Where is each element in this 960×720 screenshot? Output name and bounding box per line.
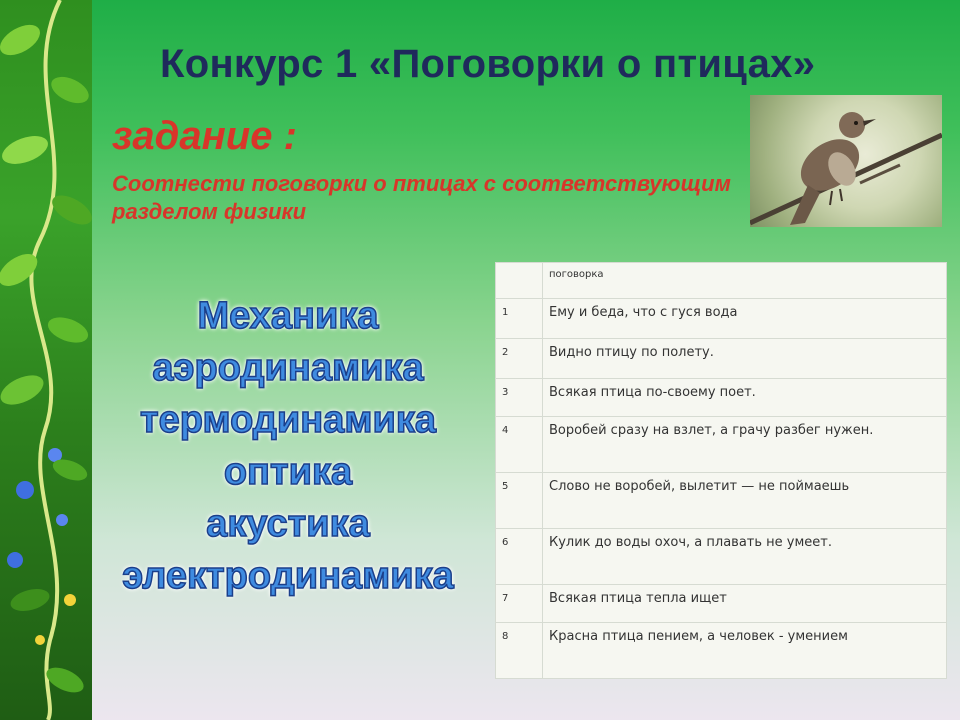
row-number: 1	[496, 299, 543, 339]
table-row	[496, 585, 947, 623]
bird-on-branch-photo-icon	[750, 95, 942, 227]
row-proverb: Слово не воробей, вылетит — не поймаешь	[543, 473, 947, 529]
table-row	[496, 529, 947, 585]
topic-electrodynamics: электродинамика	[122, 555, 454, 597]
row-number: 6	[496, 529, 543, 585]
row-proverb: Видно птицу по полету.	[543, 339, 947, 379]
row-proverb: Кулик до воды охоч, а плавать не умеет.	[543, 529, 947, 585]
slide-title: Конкурс 1 «Поговорки о птицах»	[160, 42, 816, 86]
row-number: 7	[496, 585, 543, 623]
foliage-decor-icon	[0, 0, 92, 720]
row-number: 5	[496, 473, 543, 529]
task-heading: задание :	[112, 114, 297, 158]
row-number: 3	[496, 379, 543, 417]
bird-photo	[750, 95, 942, 227]
topic-aerodynamics: аэродинамика	[152, 347, 424, 389]
topic-acoustics: акустика	[206, 503, 370, 545]
table-header-row	[496, 263, 947, 299]
row-number: 8	[496, 623, 543, 679]
table-header-num	[496, 263, 543, 299]
row-proverb: Красна птица пением, а человек - умением	[543, 623, 947, 679]
row-proverb: Ему и беда, что с гуся вода	[543, 299, 947, 339]
row-proverb: Всякая птица по-своему поет.	[543, 379, 947, 417]
table-row	[496, 299, 947, 339]
topic-thermodynamics: термодинамика	[140, 399, 436, 441]
task-text: Соотнести поговорки о птицах с соответствующим разделом физики	[112, 171, 731, 224]
table-row	[496, 623, 947, 679]
foliage-border	[0, 0, 92, 720]
physics-topics	[88, 290, 488, 602]
proverbs-table	[495, 262, 947, 679]
table-header-label: поговорка	[543, 263, 947, 299]
row-proverb: Всякая птица тепла ищет	[543, 585, 947, 623]
table-row	[496, 339, 947, 379]
table-row	[496, 379, 947, 417]
topic-mechanics: Механика	[197, 295, 379, 337]
topic-optics: оптика	[223, 451, 353, 493]
row-number: 4	[496, 417, 543, 473]
table-row	[496, 417, 947, 473]
table-row	[496, 473, 947, 529]
row-number: 2	[496, 339, 543, 379]
row-proverb: Воробей сразу на взлет, а грачу разбег нужен.	[543, 417, 947, 473]
